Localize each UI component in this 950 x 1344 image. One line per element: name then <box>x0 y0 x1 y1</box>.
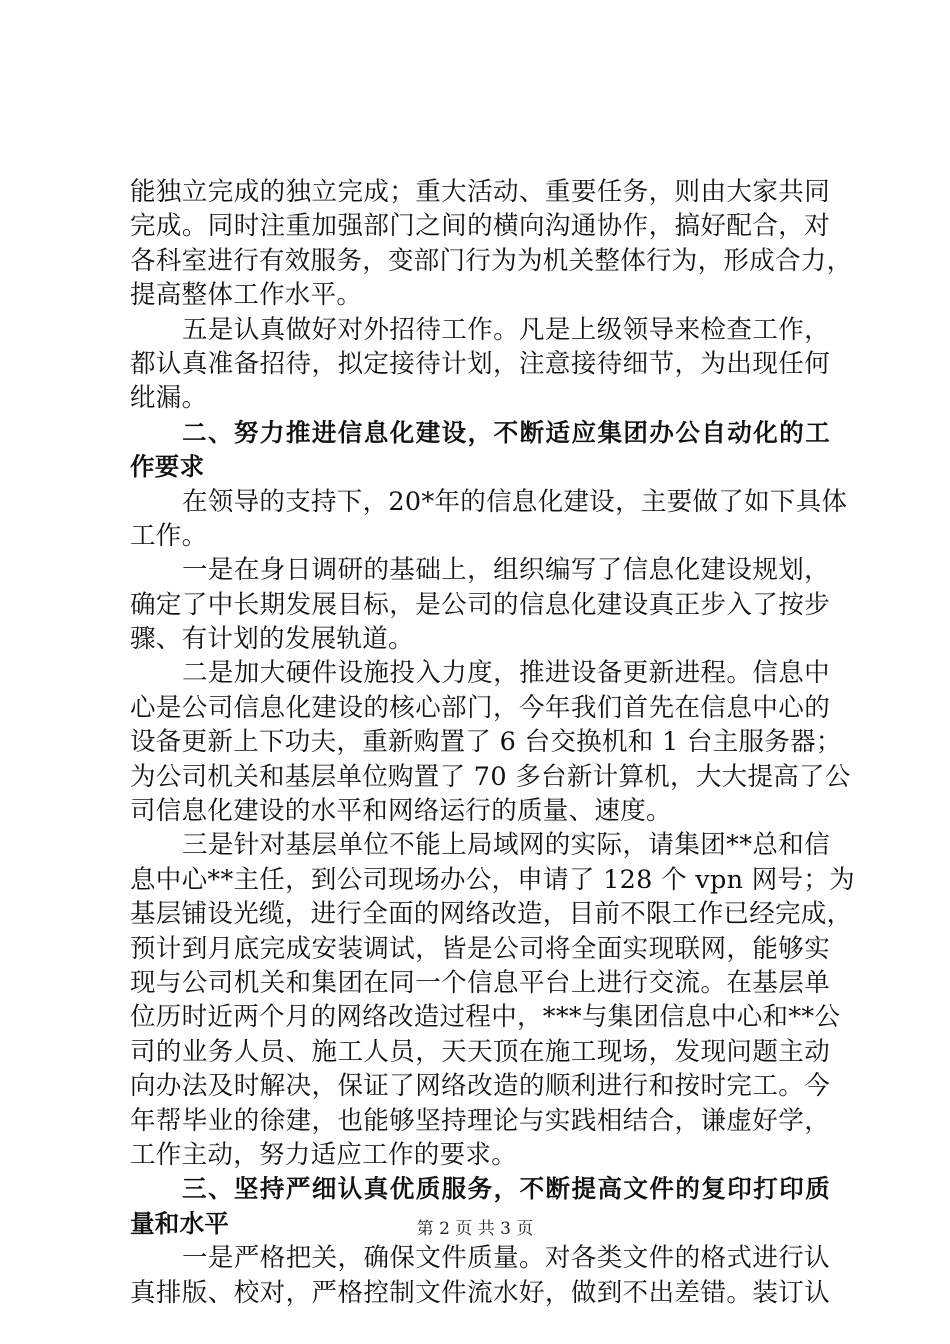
body-line: 提高整体工作水平。 <box>130 280 363 311</box>
body-line: 为公司机关和基层单位购置了 70 多台新计算机，大大提高了公 <box>130 761 851 792</box>
body-line: 工作主动，努力适应工作的要求。 <box>130 1139 518 1170</box>
body-line: 都认真准备招待，拟定接待计划，注意接待细节，为出现任何 <box>130 348 830 379</box>
body-line: 心是公司信息化建设的核心部门，今年我们首先在信息中心的 <box>130 692 830 723</box>
body-line: 位历时近两个月的网络改造过程中，***与集团信息中心和**公 <box>130 1002 841 1033</box>
paragraph-first-line: 二是加大硬件设施投入力度，推进设备更新进程。信息中 <box>182 658 830 689</box>
page-number-footer: 第 2 页 共 3 页 <box>416 1219 534 1239</box>
paragraph-first-line: 三是针对基层单位不能上局域网的实际，请集团**总和信 <box>182 830 830 861</box>
document-body <box>130 175 855 1310</box>
paragraph-first-line: 一是在身日调研的基础上，组织编写了信息化建设规划， <box>182 555 830 586</box>
body-line: 确定了中长期发展目标，是公司的信息化建设真正步入了按步 <box>130 589 830 620</box>
section-heading-continued: 量和水平 <box>130 1208 230 1238</box>
body-line: 完成。同时注重加强部门之间的横向沟通协作，搞好配合，对 <box>130 211 830 242</box>
body-line: 向办法及时解决，保证了网络改造的顺利进行和按时完工。今 <box>130 1071 830 1102</box>
body-line: 司的业务人员、施工人员，天天顶在施工现场，发现问题主动 <box>130 1036 830 1067</box>
body-line: 息中心**主任，到公司现场办公，申请了 128 个 vpn 网号；为 <box>130 864 855 895</box>
body-line: 预计到月底完成安装调试，皆是公司将全面实现联网，能够实 <box>130 933 830 964</box>
body-line: 骤、有计划的发展轨道。 <box>130 624 414 655</box>
section-heading-continued: 作要求 <box>130 452 205 482</box>
body-line: 基层铺设光缆，进行全面的网络改造，目前不限工作已经完成， <box>130 899 853 930</box>
body-line: 设备更新上下功夫，重新购置了 6 台交换机和 1 台主服务器； <box>130 727 842 758</box>
paragraph-first-line: 在领导的支持下，20*年的信息化建设，主要做了如下具体 <box>182 486 848 517</box>
body-line: 真排版、校对，严格控制文件流水好，做到不出差错。装订认 <box>130 1277 830 1308</box>
body-line: 现与公司机关和集团在同一个信息平台上进行交流。在基层单 <box>130 967 830 998</box>
body-line: 年帮毕业的徐建，也能够坚持理论与实践相结合，谦虚好学， <box>130 1105 830 1136</box>
body-line: 能独立完成的独立完成；重大活动、重要任务，则由大家共同 <box>130 177 830 207</box>
paragraph-first-line: 一是严格把关，确保文件质量。对各类文件的格式进行认 <box>182 1243 830 1274</box>
body-line: 各科室进行有效服务，变部门行为为机关整体行为，形成合力， <box>130 245 853 276</box>
body-line: 司信息化建设的水平和网络运行的质量、速度。 <box>130 796 672 827</box>
body-line: 纰漏。 <box>130 383 208 414</box>
body-line: 工作。 <box>130 520 208 551</box>
section-heading: 三、坚持严细认真优质服务，不断提高文件的复印打印质 <box>182 1174 830 1204</box>
section-heading: 二、努力推进信息化建设，不断适应集团办公自动化的工 <box>182 417 830 447</box>
paragraph-first-line: 五是认真做好对外招待工作。凡是上级领导来检查工作， <box>182 314 830 345</box>
